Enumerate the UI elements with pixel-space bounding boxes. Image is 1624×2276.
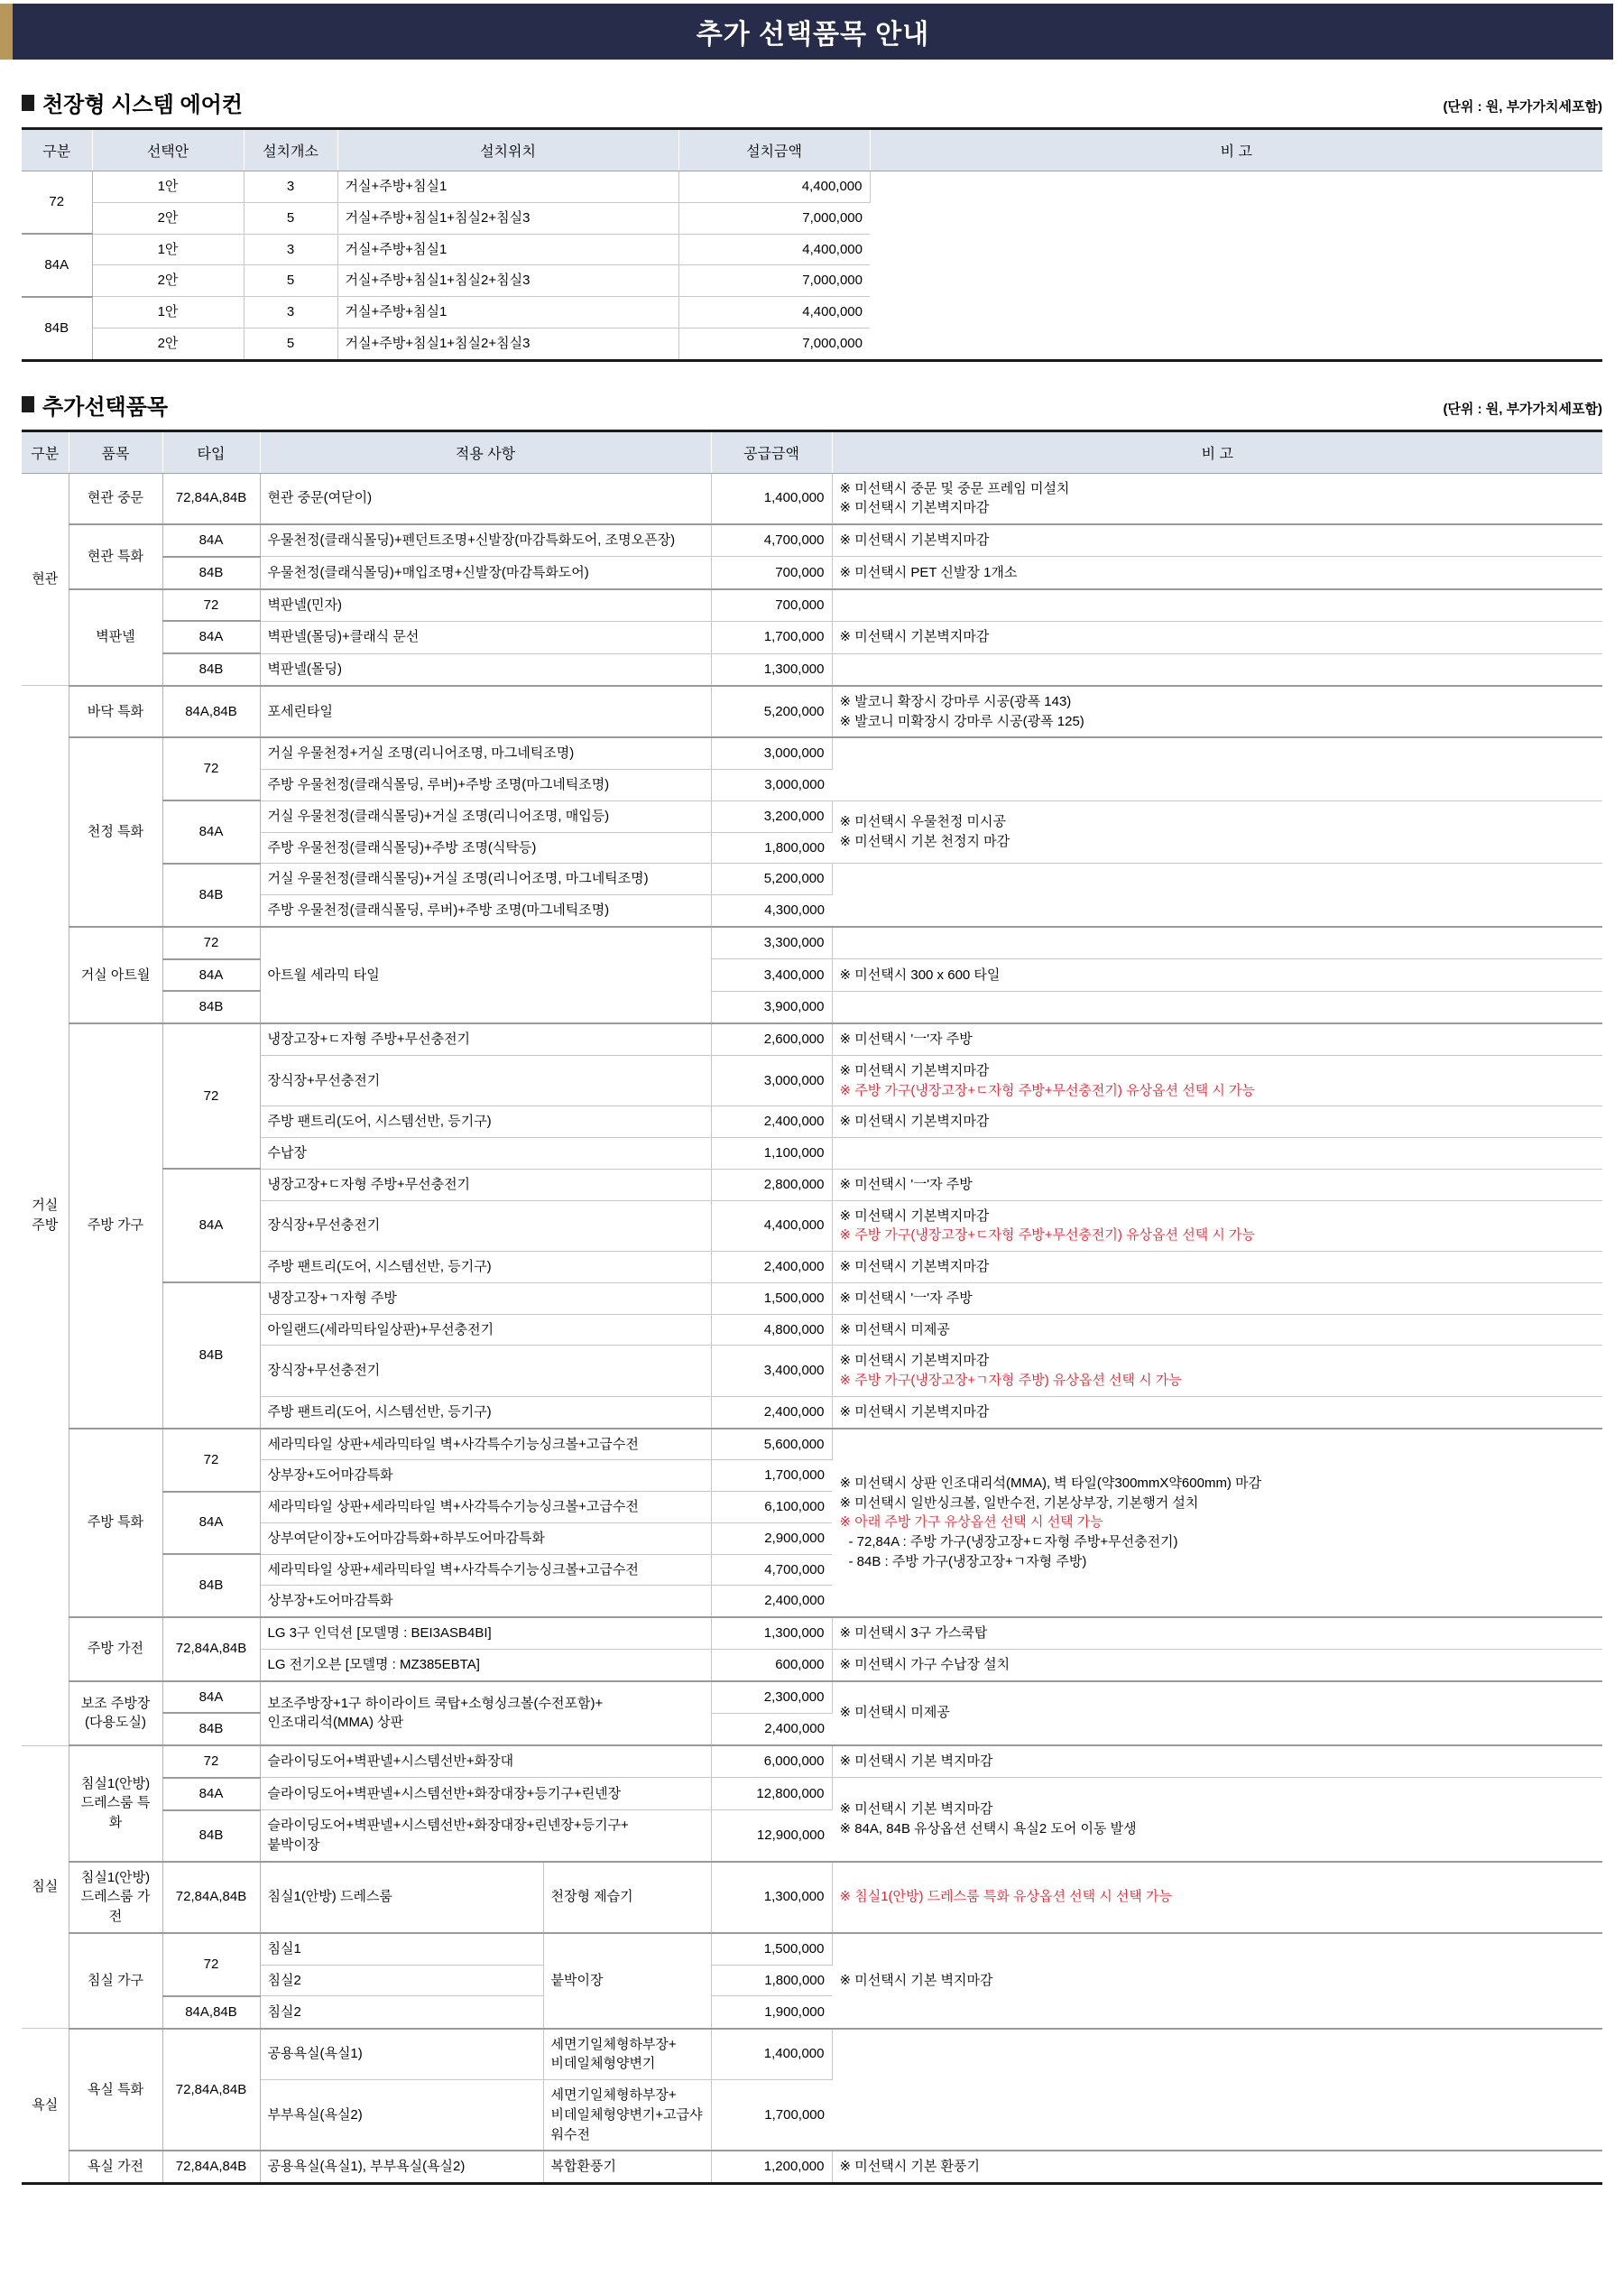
cell-price: 2,900,000 [711,1522,832,1554]
cell-price: 3,200,000 [711,800,832,832]
cell-apply: 벽판넬(민자) [260,589,711,622]
cell-price: 1,800,000 [711,832,832,864]
table-row [22,473,1602,524]
cell-price: 4,400,000 [678,297,870,328]
cell-apply: 침실1 [260,1933,543,1965]
cell-item-name: 침실 가구 [69,1933,162,2029]
cell-price: 2,600,000 [711,1023,832,1055]
cell-option: 2안 [92,265,244,297]
cell-item-name: 벽판넬 [69,589,162,686]
cell-price: 2,400,000 [711,1396,832,1428]
cell-apply: 슬라이딩도어+벽판넬+시스템선반+화장대장+등기구+린넨장 [260,1778,711,1810]
cell-price: 1,300,000 [711,653,832,686]
cell-type: 72,84A,84B [162,1617,260,1681]
cell-remark: ※ 미선택시 기본벽지마감 [832,621,1602,653]
cell-item-name: 침실1(안방) 드레스룸 특화 [69,1745,162,1862]
cell-price: 4,400,000 [678,171,870,203]
table-row [22,524,1602,557]
section2-title-group [22,389,168,421]
col-header-2: 설치개소 [244,129,337,171]
cell-price: 2,400,000 [711,1713,832,1745]
cell-type: 84B [162,991,260,1023]
cell-apply: 우물천정(클래식몰딩)+매입조명+신발장(마감특화도어) [260,557,711,589]
section1-unit-note: (단위 : 원, 부가가치세포함) [1443,99,1602,115]
cell-apply: 냉장고장+ㄱ자형 주방 [260,1282,711,1314]
cell-remark: ※ 미선택시 기본벽지마감 [832,1252,1602,1283]
cell-price: 4,400,000 [711,1200,832,1252]
cell-price: 4,300,000 [711,895,832,927]
cell-price: 3,000,000 [711,1055,832,1106]
cell-price: 700,000 [711,557,832,589]
col-header-5: 비 고 [832,430,1602,473]
cell-price: 4,800,000 [711,1314,832,1346]
cell-item-name: 현관 중문 [69,473,162,524]
cell-price: 1,500,000 [711,1282,832,1314]
cell-gubun: 현관 [22,473,69,686]
cell-remark: ※ 미선택시 '一'자 주방 [832,1282,1602,1314]
cell-remark [832,737,1602,800]
cell-apply: 슬라이딩도어+벽판넬+시스템선반+화장대장+린넨장+등기구+ 붙박이장 [260,1810,711,1862]
cell-price: 7,000,000 [802,335,863,351]
cell-price: 1,200,000 [711,2151,832,2183]
cell-price: 1,400,000 [711,2029,832,2080]
cell-apply: 장식장+무선충전기 [260,1200,711,1252]
cell-location: 거실+주방+침실1+침실2+침실3 [337,328,678,360]
table-row [22,959,1602,992]
cell-apply: 주방 팬트리(도어, 시스템선반, 등기구) [260,1396,711,1428]
cell-apply: 현관 중문(여닫이) [260,473,711,524]
cell-price: 1,100,000 [711,1138,832,1170]
cell-type: 72 [162,589,260,622]
cell-remark: ※ 미선택시 기본 벽지마감 [832,1933,1602,2029]
section-aircon [0,87,1624,362]
cell-remark [832,1138,1602,1170]
cell-gubun: 거실 주방 [22,686,69,1745]
cell-remark [832,927,1602,959]
cell-item-name: 바닥 특화 [69,686,162,738]
cell-price: 5,200,000 [711,864,832,895]
cell-type: 84A [162,1778,260,1810]
cell-price: 1,700,000 [711,2080,832,2151]
cell-remark [832,653,1602,686]
section2-unit-note: (단위 : 원, 부가가치세포함) [1443,401,1602,417]
table-row [22,1681,1602,1714]
table-row [22,800,1602,832]
cell-apply: 공용욕실(욕실1) [260,2029,543,2080]
cell-price: 3,400,000 [711,959,832,992]
cell-apply: 보조주방장+1구 하이라이트 쿡탑+소형싱크볼(수전포함)+ 인조대리석(MMA) 상판 [260,1681,711,1746]
cell-count: 3 [244,297,337,328]
cell-remark: ※ 미선택시 우물천정 미시공 ※ 미선택시 기본 천정지 마감 [832,800,1602,864]
cell-apply: 거실 우물천정(클래식몰딩)+거실 조명(리니어조명, 매입등) [260,800,711,832]
cell-apply: 벽판넬(몰딩)+클래식 문선 [260,621,711,653]
cell-remark: ※ 미선택시 기본벽지마감 [832,1396,1602,1428]
col-header-3: 적용 사항 [260,430,711,473]
cell-item-name: 주방 가구 [69,1023,162,1429]
cell-remark: ※ 침실1(안방) 드레스룸 특화 유상옵션 선택 시 선택 가능 [832,1862,1602,1933]
cell-price: 1,500,000 [711,1933,832,1965]
cell-price: 2,400,000 [711,1252,832,1283]
cell-type: 72 [162,1429,260,1492]
table-row [22,686,1602,738]
cell-apply-detail: 복합환풍기 [543,2151,711,2183]
cell-type: 72,84A,84B [162,2151,260,2183]
cell-count: 5 [244,328,337,360]
table-row [22,1282,1602,1314]
table-row [22,1169,1602,1200]
cell-price: 5,200,000 [711,686,832,738]
table-row [22,737,1602,769]
cell-remark: ※ 미선택시 상판 인조대리석(MMA), 벽 타일(약300mmX약600mm) 마감 ※ 미선택시 일반싱크볼, 일반수전, 기본상부장, 기본행거 설치 ※ 아래 주방 가구 유상옵션 선택 시 선택 가능 - 72,84A : 주방 가구(냉장고장+ㄷ자형 주방+무선충전기) - 84B : 주방 가구(냉장고장+ㄱ자형 주방) [832,1429,1602,1618]
cell-item-name: 침실1(안방) 드레스룸 가전 [69,1862,162,1933]
col-header-2: 타입 [162,430,260,473]
cell-price: 700,000 [711,589,832,622]
table-row [22,2029,1602,2080]
cell-remark: ※ 미선택시 300 x 600 타일 [832,959,1602,992]
cell-item-name: 주방 가전 [69,1617,162,1681]
cell-type: 72 [162,927,260,959]
cell-remark: ※ 미선택시 기본벽지마감 ※ 주방 가구(냉장고장+ㄷ자형 주방+무선충전기) 유상옵션 선택 시 가능 [832,1200,1602,1252]
cell-remark [832,589,1602,622]
cell-price: 2,400,000 [711,1106,832,1138]
cell-count: 3 [244,234,337,265]
cell-type: 72,84A,84B [162,473,260,524]
aircon-table-body [22,171,1602,361]
cell-price: 1,300,000 [711,1862,832,1933]
cell-type: 84B [162,1282,260,1428]
cell-remark: ※ 미선택시 기본 벽지마감 [832,1745,1602,1778]
cell-apply-detail: 천장형 제습기 [543,1862,711,1933]
cell-option: 1안 [92,234,244,265]
bullet-square-icon [22,95,34,111]
cell-apply: 주방 우물천정(클래식몰딩, 루버)+주방 조명(마그네틱조명) [260,895,711,927]
cell-apply: 포세린타일 [260,686,711,738]
cell-type: 84B [162,864,260,927]
cell-remark: ※ 미선택시 기본벽지마감 ※ 주방 가구(냉장고장+ㄱ자형 주방) 유상옵션 선택 시 가능 [832,1346,1602,1397]
cell-price: 4,700,000 [711,524,832,557]
cell-type: 84A [162,800,260,864]
table-row [22,1023,1602,1055]
cell-remark: ※ 미선택시 기본 환풍기 [832,2151,1602,2183]
cell-price: 3,900,000 [711,991,832,1023]
cell-price: 3,300,000 [711,927,832,959]
cell-apply: 상부장+도어마감특화 [260,1586,711,1617]
cell-type: 84A [162,1681,260,1714]
table-row [22,864,1602,895]
cell-remark: ※ 미선택시 '一'자 주방 [832,1023,1602,1055]
table-row [22,2151,1602,2183]
title-banner [0,0,1624,60]
cell-remark: ※ 미선택시 PET 신발장 1개소 [832,557,1602,589]
cell-apply: 침실2 [260,1996,543,2029]
cell-location: 거실+주방+침실1 [337,171,678,203]
cell-price: 600,000 [711,1649,832,1680]
cell-remark: ※ 발코니 확장시 강마루 시공(광폭 143) ※ 발코니 미확장시 강마루 시공(광폭 125) [832,686,1602,738]
cell-gubun: 84A [22,234,92,297]
cell-remark: ※ 미선택시 미제공 [832,1314,1602,1346]
cell-type: 72,84A,84B [162,2029,260,2151]
cell-item-name: 주방 특화 [69,1429,162,1618]
table-row [22,1429,1602,1460]
col-header-0: 구분 [22,129,92,171]
col-header-5: 비 고 [870,129,1602,171]
table-row [22,1778,1602,1810]
cell-type: 84A [162,621,260,653]
cell-count: 5 [244,265,337,297]
banner-accent-bar [0,4,13,60]
cell-apply: 장식장+무선충전기 [260,1055,711,1106]
cell-apply: 주방 팬트리(도어, 시스템선반, 등기구) [260,1106,711,1138]
cell-apply: 아일랜드(세라믹타일상판)+무선충전기 [260,1314,711,1346]
cell-apply: 거실 우물천정(클래식몰딩)+거실 조명(리니어조명, 마그네틱조명) [260,864,711,895]
cell-location: 거실+주방+침실1+침실2+침실3 [337,202,678,234]
cell-type: 72 [162,1745,260,1778]
cell-type: 72,84A,84B [162,1862,260,1933]
cell-apply: 장식장+무선충전기 [260,1346,711,1397]
banner-right-gap [1613,4,1624,60]
section-options [0,389,1624,2186]
cell-type: 84A [162,959,260,992]
cell-remark: ※ 미선택시 기본벽지마감 [832,524,1602,557]
options-table [22,430,1602,2186]
section1-header [22,87,1602,118]
cell-price: 1,800,000 [711,1965,832,1996]
table-row [22,927,1602,959]
cell-price: 4,700,000 [711,1554,832,1586]
banner-title: 추가 선택품목 안내 [13,4,1613,60]
cell-apply: 냉장고장+ㄷ자형 주방+무선충전기 [260,1169,711,1200]
cell-type: 84A [162,524,260,557]
cell-price: 4,400,000 [678,234,870,265]
table-row [22,1617,1602,1649]
cell-item-name: 현관 특화 [69,524,162,589]
table-header-row [22,430,1602,473]
table-row [22,653,1602,686]
cell-remark [832,991,1602,1023]
cell-option: 1안 [92,297,244,328]
cell-apply-detail: 붙박이장 [543,1933,711,2029]
cell-price: 7,000,000 [678,202,870,234]
col-header-1: 선택안 [92,129,244,171]
cell-apply-detail: 세면기일체형하부장+ 비데일체형양변기+고급샤워수전 [543,2080,711,2151]
cell-price: 6,000,000 [711,1745,832,1778]
cell-price: 12,800,000 [711,1778,832,1810]
cell-price: 3,000,000 [711,770,832,801]
cell-price: 3,000,000 [711,737,832,769]
cell-price: 7,000,000 [678,265,870,297]
cell-price: 2,400,000 [711,1586,832,1617]
cell-gubun: 72 [22,171,92,235]
cell-price: 1,400,000 [711,473,832,524]
cell-type: 84B [162,1810,260,1862]
cell-type: 84A [162,1169,260,1282]
cell-item-name: 욕실 가전 [69,2151,162,2183]
cell-remark: ※ 미선택시 기본벽지마감 ※ 주방 가구(냉장고장+ㄷ자형 주방+무선충전기) 유상옵션 선택 시 가능 [832,1055,1602,1106]
table-row [22,171,1602,203]
cell-gubun: 침실 [22,1745,69,2029]
cell-type: 84A [162,1492,260,1555]
cell-option: 2안 [92,328,244,360]
cell-remark: ※ 미선택시 기본벽지마감 [832,1106,1602,1138]
table-row [22,589,1602,622]
section1-title: 천장형 시스템 에어컨 [42,93,243,117]
cell-apply: 주방 우물천정(클래식몰딩)+주방 조명(식탁등) [260,832,711,864]
cell-option: 2안 [92,202,244,234]
cell-apply: 세라믹타일 상판+세라믹타일 벽+사각특수기능싱크볼+고급수전 [260,1429,711,1460]
cell-count: 3 [244,171,337,203]
cell-apply: 수납장 [260,1138,711,1170]
cell-location: 거실+주방+침실1+침실2+침실3 [337,265,678,297]
cell-item-name: 거실 아트월 [69,927,162,1023]
cell-price: 6,100,000 [711,1492,832,1523]
cell-price: 1,300,000 [711,1617,832,1649]
table-row [22,1933,1602,1965]
cell-type: 84B [162,557,260,589]
cell-apply: LG 전기오븐 [모델명 : MZ385EBTA] [260,1649,711,1680]
cell-apply: 침실1(안방) 드레스룸 [260,1862,543,1933]
section1-title-group [22,87,243,118]
cell-apply: 부부욕실(욕실2) [260,2080,543,2151]
cell-type: 72 [162,737,260,800]
col-header-4: 공급금액 [711,430,832,473]
cell-remark: ※ 미선택시 가구 수납장 설치 [832,1649,1602,1680]
cell-type: 84B [162,653,260,686]
table-row [22,991,1602,1023]
cell-remark: ※ 미선택시 미제공 [832,1681,1602,1746]
cell-price: 1,700,000 [711,621,832,653]
cell-gubun: 84B [22,297,92,361]
cell-price: 3,400,000 [711,1346,832,1397]
cell-apply: 공용욕실(욕실1), 부부욕실(욕실2) [260,2151,543,2183]
col-header-1: 품목 [69,430,162,473]
cell-apply-detail: 세면기일체형하부장+ 비데일체형양변기 [543,2029,711,2080]
cell-apply: 주방 팬트리(도어, 시스템선반, 등기구) [260,1252,711,1283]
cell-item-name: 보조 주방장 (다용도실) [69,1681,162,1746]
cell-apply: 우물천정(클래식몰딩)+펜던트조명+신발장(마감특화도어, 조명오픈장) [260,524,711,557]
table-row [22,1745,1602,1778]
table-row [22,557,1602,589]
col-header-0: 구분 [22,430,69,473]
cell-remark: ※ 미선택시 3구 가스쿡탑 [832,1617,1602,1649]
aircon-table [22,127,1602,362]
cell-price: 2,300,000 [711,1681,832,1714]
cell-remark [832,2029,1602,2151]
options-table-body [22,473,1602,2184]
cell-remark [832,864,1602,927]
cell-apply: 주방 우물천정(클래식몰딩, 루버)+주방 조명(마그네틱조명) [260,770,711,801]
cell-apply: LG 3구 인덕션 [모델명 : BEI3ASB4BI] [260,1617,711,1649]
table-row [22,621,1602,653]
cell-location: 거실+주방+침실1 [337,297,678,328]
cell-location: 거실+주방+침실1 [337,234,678,265]
cell-apply: 상부장+도어마감특화 [260,1460,711,1492]
col-header-3: 설치위치 [337,129,678,171]
cell-remark [870,171,1602,361]
section2-title: 추가선택품목 [42,394,169,420]
cell-price: 1,700,000 [711,1460,832,1492]
cell-apply: 상부여닫이장+도어마감특화+하부도어마감특화 [260,1522,711,1554]
cell-type: 84A,84B [162,686,260,738]
cell-apply: 슬라이딩도어+벽판넬+시스템선반+화장대 [260,1745,711,1778]
cell-price: 5,600,000 [711,1429,832,1460]
cell-apply: 거실 우물천정+거실 조명(리니어조명, 마그네틱조명) [260,737,711,769]
cell-price: 2,800,000 [711,1169,832,1200]
cell-type: 72 [162,1023,260,1169]
cell-apply: 세라믹타일 상판+세라믹타일 벽+사각특수기능싱크볼+고급수전 [260,1492,711,1523]
cell-apply: 벽판넬(몰딩) [260,653,711,686]
cell-apply: 냉장고장+ㄷ자형 주방+무선충전기 [260,1023,711,1055]
cell-remark: ※ 미선택시 '一'자 주방 [832,1169,1602,1200]
cell-type: 84B [162,1713,260,1745]
table-header-row [22,129,1602,171]
cell-remark: ※ 미선택시 중문 및 중문 프레임 미설치 ※ 미선택시 기본벽지마감 [832,473,1602,524]
cell-option: 1안 [92,171,244,203]
cell-type: 84A,84B [162,1996,260,2029]
cell-gubun: 욕실 [22,2029,69,2184]
cell-price: 1,900,000 [711,1996,832,2029]
cell-remark: ※ 미선택시 기본 벽지마감 ※ 84A, 84B 유상옵션 선택시 욕실2 도어 이동 발생 [832,1778,1602,1862]
cell-count: 5 [244,202,337,234]
cell-apply: 아트월 세라믹 타일 [260,927,711,1023]
section2-header [22,389,1602,421]
cell-type: 72 [162,1933,260,1996]
cell-apply: 세라믹타일 상판+세라믹타일 벽+사각특수기능싱크볼+고급수전 [260,1554,711,1586]
cell-apply: 침실2 [260,1965,543,1996]
bullet-square-icon [22,396,34,412]
cell-price: 12,900,000 [711,1810,832,1862]
col-header-4: 설치금액 [678,129,870,171]
cell-item-name: 천정 특화 [69,737,162,927]
table-row [22,1862,1602,1933]
cell-item-name: 욕실 특화 [69,2029,162,2151]
cell-type: 84B [162,1554,260,1617]
